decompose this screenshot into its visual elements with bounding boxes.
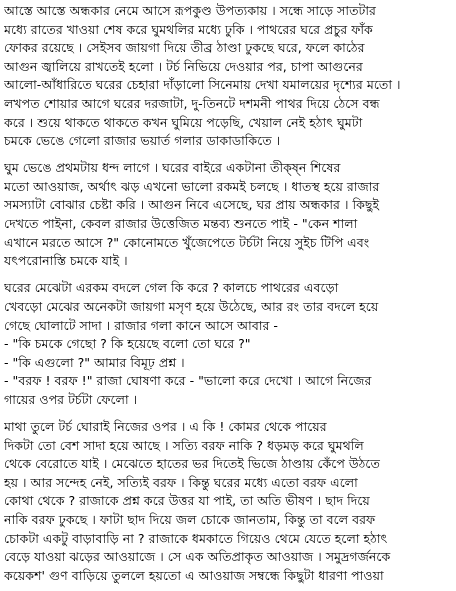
paragraph-1 (4, 2, 450, 151)
text-line: এখানে মরতে আসে ?" কোনোমতে খুঁজেপেতে টর্চটা নিয়ে সুইচ টিপি এবং (4, 234, 370, 250)
text-line: চোকটা একটু বাড়াবাড়ি না ? রাজাকে ধমকাতে গিয়েও থেমে যেতে হলো হঠাৎ (4, 530, 388, 546)
paragraph-3 (4, 279, 450, 409)
text-line: ফোকর রয়েছে । সেইসব জায়গা দিয়ে তীব্র ঠাণ্ডা ঢুকছে ঘরে, ফলে কাঠের (4, 40, 365, 56)
text-line: চমকে ভেঙে গেলো রাজার ভয়ার্ত গলার ডাকাডাকিতে । (4, 133, 281, 149)
dialogue-line: - "কি এগুলো ?" আমার বিমূঢ় প্রশ্ন । (4, 354, 185, 370)
text-line: গায়ের ওপর টর্চটা ফেলো । (4, 391, 138, 407)
text-line: দিকটা তো বেশ সাদা হয়ে আছে । সত্যি বরফ নাকি ? ধড়মড় করে ঘুমথলি (4, 437, 364, 453)
text-line: ঘুম ভেঙে প্রথমটায় ধন্দ লাগে । ঘরের বাইরে একটানা তীক্ষ্ন শিষের (4, 160, 341, 176)
text-line: আস্তে আস্তে অন্ধকার নেমে আসে রূপকুণ্ড উপত্যকায় । সন্ধে সাড়ে সাতটার (4, 3, 376, 18)
text-line: নাকি বরফ ঢুকছে । ফাটা ছাদ দিয়ে জল চোকে জানতাম, কিন্তু তা বলে বরফ (4, 511, 376, 527)
text-line: মধ্যে রাতের খাওয়া শেষ করে ঘুমথলির মধ্যে ঢুকি । পাথরের ঘরে প্রচুর ফাঁক (4, 21, 373, 37)
text-line: যৎপরোনাস্তি চমকে যাই । (4, 253, 128, 269)
text-line: লখপত শোয়ার আগে ঘরের দরজাটা, দু-তিনটে দশমনী পাথর দিয়ে ঠেসে বন্ধ (4, 95, 380, 111)
text-line: কোথা থেকে ? রাজাকে প্রশ্ন করে উত্তর যা পাই, তা অতি ভীষণ । ছাদ দিয়ে (4, 493, 370, 509)
paragraph-gap (4, 271, 450, 280)
text-line: মাথা তুলে টর্চ ঘোরাই নিজের ওপর । এ কি ! কোমর থেকে পায়ের (4, 418, 327, 434)
text-line: বেড়ে যাওয়া ঝড়ের আওয়াজে । সে এক অতিপ্রাকৃত আওয়াজ । সমুদ্রগর্জনকে (4, 549, 391, 565)
text-line: গেছে ঘোলাটে সাদা । রাজার গলা কানে আসে আবার - (4, 317, 278, 333)
dialogue-line: - "বরফ ! বরফ !" রাজা ঘোষণা করে - "ভালো করে দেখো । আগে নিজের (4, 373, 372, 389)
text-line: হয় । আর সন্দেহ নেই, সত্যিই বরফ । কিন্তু ঘরের মধ্যে এতো বরফ এলো (4, 474, 358, 490)
text-line: থেকে বেরোতে যাই । মেঝেতে হাতের ভর দিতেই ভিজে ঠাণ্ডায় কেঁপে উঠতে (4, 456, 380, 472)
text-line: আলো-আঁধারিতে ঘরের চেহারা দাঁড়ালো সিনেমায় দেখা যমালয়ের দৃশ্যের মতো । (4, 77, 401, 93)
text-line: সমস্যাটা বোঝার চেষ্টা করি । আগুন নিবে এসেছে, ঘর প্রায় অন্ধকার । কিছুই (4, 197, 380, 213)
text-line: ঘরের মেঝেটা এরকম বদলে গেল কি করে ? কালচে পাথরের এবড়ো (4, 280, 339, 296)
text-line: দেখতে পাইনা, কেবল রাজার উত্তেজিত মন্তব্য শুনতে পাই - "কেন শালা (4, 216, 358, 232)
text-line: করে । শুয়ে থাকতে থাকতে কখন ঘুমিয়ে পড়েছি, খেয়াল নেই হঠাৎ ঘুমটা (4, 114, 363, 130)
text-line: মতো আওয়াজ, অর্থাৎ ঝড় এখনো ভালো রকমই চলছে । ধাতস্থ হয়ে রাজার (4, 178, 380, 194)
dialogue-line: - "কি চমকে গেছো ? কি হয়েছে বলো তো ঘরে ?" (4, 336, 251, 352)
paragraph-4 (4, 418, 450, 585)
paragraph-2 (4, 159, 450, 271)
paragraph-gap (4, 151, 450, 160)
paragraph-gap (4, 409, 450, 418)
text-line: খেবড়ো মেঝের অনেকটা জায়গা মসৃণ হয়ে উঠেছে, আর রং তার বদলে হয়ে (4, 298, 379, 314)
text-line: কয়েকশ' গুণ বাড়িয়ে তুললে হয়তো এ আওয়াজ সম্বন্ধে কিছুটা ধারণা পাওয়া (4, 567, 384, 583)
text-line: আগুন জ্বালিয়ে রাখতেই হলো । টর্চ নিভিয়ে দেওয়ার পর, চাপা আগুনের (4, 58, 363, 74)
